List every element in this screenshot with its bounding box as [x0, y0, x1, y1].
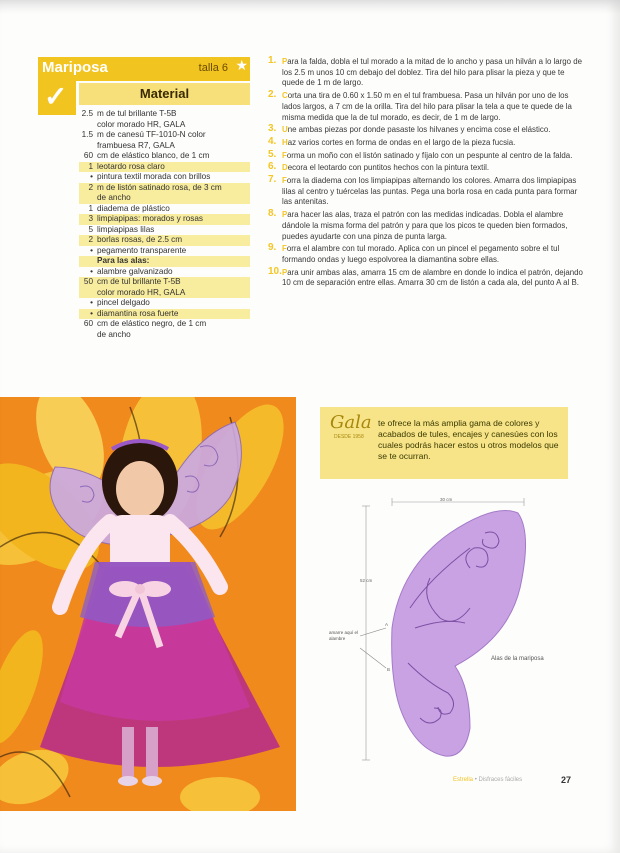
step-number: 10.	[268, 265, 282, 277]
instruction-step	[268, 148, 586, 162]
material-text-continued: de ancho	[97, 329, 131, 339]
instruction-step	[268, 57, 586, 89]
costume-title: Mariposa	[42, 59, 108, 76]
material-heading: Material	[139, 86, 190, 101]
step-text: ara la falda, dobla el tul morado a la mitad de lo ancho y pasa un hilván a lo largo de los 2.5 m unos 10 cm debajo del doblez. Tira del hilo para plisar la pieza y que te quede de 1 m de largo.	[282, 57, 583, 88]
step-number: 3.	[268, 123, 277, 135]
material-text: pincel delgado	[97, 298, 150, 307]
step-initial: P	[282, 210, 288, 220]
material-item	[79, 162, 250, 173]
point-a-label: A	[385, 622, 389, 627]
step-initial: U	[282, 125, 288, 135]
step-initial: F	[282, 150, 287, 160]
footer-brand	[453, 777, 522, 783]
step-number: 2.	[268, 89, 277, 101]
material-quantity: 1	[88, 203, 93, 213]
footer-section: • Disfraces fáciles	[474, 777, 523, 783]
scan-shadow	[0, 0, 620, 14]
material-item	[79, 214, 250, 225]
material-item	[79, 246, 250, 257]
material-quantity: 50	[83, 277, 93, 286]
step-text: ne ambas piezas por donde pasaste los hilvanes y encima cose el elástico.	[287, 125, 551, 135]
material-text: cm de elástico blanco, de 1 cm	[97, 151, 210, 160]
gala-promo-box	[320, 407, 568, 479]
wing-pattern-diagram	[320, 488, 570, 768]
point-b-label: B	[387, 667, 391, 672]
material-item	[79, 151, 250, 162]
material-text: Para las alas:	[97, 256, 150, 265]
instruction-step	[268, 125, 586, 136]
material-item	[79, 225, 250, 236]
material-quantity: •	[90, 245, 93, 255]
material-heading-bar	[79, 83, 250, 105]
height-dimension: 52 cm	[360, 578, 373, 583]
material-item	[79, 235, 250, 246]
material-text: m de tul brillante T-5B	[97, 109, 177, 118]
step-text: orra el alambre con tul morado. Aplica con un pincel el pegamento sobre el tul formando ondas y luego espolvorea la diamantina sobre ellas.	[282, 244, 560, 264]
step-number: 4.	[268, 135, 277, 147]
step-number: 5.	[268, 148, 277, 160]
step-text: az varios cortes en forma de ondas en el largo de la pieza fucsia.	[287, 137, 516, 147]
material-text: limpiapipas lilas	[97, 224, 155, 234]
step-number: 8.	[268, 208, 277, 220]
material-box	[38, 57, 250, 387]
material-text-continued: frambuesa R7, GALA	[97, 140, 175, 150]
step-initial: P	[282, 267, 288, 277]
step-initial: P	[282, 57, 288, 66]
material-text: limpiapipas: morados y rosas	[97, 214, 204, 223]
width-dimension: 30 cm	[440, 497, 453, 502]
material-text: cm de tul brillante T-5B	[97, 277, 181, 286]
material-quantity: •	[90, 172, 93, 181]
material-item	[79, 130, 250, 151]
gala-logo: Gala	[330, 412, 372, 433]
instruction-step	[268, 265, 586, 289]
star-icon: ★	[235, 57, 248, 73]
gala-promo-text: te ofrece la más amplia gama de colores y acabados de tules, encajes y canesúes con los cuales podrás hacer estos u otros modelos que se te ocurran.	[378, 418, 559, 461]
step-number: 6.	[268, 161, 277, 173]
instructions	[268, 57, 586, 291]
material-item	[79, 277, 250, 298]
material-text: pegamento transparente	[97, 245, 187, 255]
material-text: borlas rosas, de 2.5 cm	[97, 235, 183, 244]
costume-photo	[0, 397, 296, 811]
material-quantity: 2.5	[81, 109, 93, 118]
checkmark-icon: ✓	[44, 81, 68, 112]
material-quantity: •	[90, 308, 93, 318]
material-text: diamantina rosa fuerte	[97, 308, 179, 318]
checkmark-cell	[38, 81, 76, 115]
material-item	[79, 267, 250, 278]
material-text: pintura textil morada con brillos	[97, 172, 211, 181]
instruction-step	[268, 176, 586, 208]
gala-logo-sub: DESDE 1958	[334, 434, 364, 440]
material-item	[79, 309, 250, 320]
material-item	[79, 172, 250, 183]
material-item	[79, 298, 250, 309]
instruction-step	[268, 244, 586, 265]
step-text: orra la diadema con los limpiapipas alternando los colores. Amarra dos limpiapipas lilas al centro y tuércelas las puntas. Pega una borla rosa en cada punta para formar las antenitas.	[282, 176, 578, 207]
instruction-step	[268, 91, 586, 123]
material-text: alambre galvanizado	[97, 266, 173, 276]
material-quantity: 2	[88, 235, 93, 244]
material-item	[79, 204, 250, 215]
material-text-continued: color morado HR, GALA	[97, 287, 186, 297]
step-initial: C	[282, 91, 288, 101]
step-initial: F	[282, 244, 287, 254]
material-text: leotardo rosa claro	[97, 161, 165, 171]
step-number: 9.	[268, 242, 277, 254]
material-quantity: 1.5	[81, 130, 93, 139]
material-item	[79, 109, 250, 130]
material-item	[79, 256, 250, 267]
material-list	[79, 109, 250, 340]
step-initial: D	[282, 163, 288, 173]
instruction-step	[268, 135, 586, 149]
material-quantity: 5	[88, 224, 93, 234]
material-quantity: 3	[88, 214, 93, 223]
step-text: ara unir ambas alas, amarra 15 cm de alambre en donde lo indica el patrón, dejando 10 cm de separación entre ellas. Amarra 30 cm de listón a cada ala, del punto A al B.	[282, 267, 583, 288]
material-quantity: 60	[83, 319, 93, 328]
material-quantity: 1	[88, 161, 93, 171]
material-text-continued: color morado HR, GALA	[97, 119, 186, 129]
step-text: orma un moño con el listón satinado y fíjalo con un pespunte al centro de la falda.	[286, 150, 573, 160]
material-item	[79, 183, 250, 204]
instruction-step	[268, 163, 586, 174]
costume-size: talla 6	[198, 62, 228, 74]
tie-wire-label: amarre aquí el alambre	[329, 630, 359, 641]
footer-brand-name: Estrella	[453, 777, 474, 783]
step-text: ara hacer las alas, traza el patrón con las medidas indicadas. Dobla el alambre dándole la misma forma del patrón y para que los picos te queden bien formados, puedes ayudarte con una pinza de punta larga.	[282, 210, 568, 241]
material-text: m de canesú TF-1010-N color	[97, 130, 206, 139]
page-number: 27	[561, 775, 572, 785]
material-quantity: 2	[88, 182, 93, 192]
step-number: 7.	[268, 174, 277, 186]
material-text-continued: de ancho	[97, 193, 131, 202]
wing-pattern-label: Alas de la mariposa	[491, 656, 544, 662]
step-text: orta una tira de 0.60 x 1.50 m en el tul frambuesa. Pasa un hilván por uno de los lados largos, a 7 cm de la orilla. Tira del hilo para plisar la tela a que te quede de la misma medida que la de tul morado, es decir, de 1 m de largo.	[282, 91, 572, 122]
material-item	[79, 319, 250, 340]
step-number: 1.	[268, 55, 277, 66]
girl-butterfly-costume-illustration	[0, 397, 296, 811]
step-text: ecora el leotardo con puntitos hechos con la pintura textil.	[287, 163, 490, 173]
step-initial: F	[282, 176, 287, 186]
material-title-bar	[38, 57, 250, 81]
instruction-step	[268, 210, 586, 242]
material-quantity: •	[90, 298, 93, 307]
material-text: m de listón satinado rosa, de 3 cm	[97, 182, 222, 192]
material-quantity: •	[90, 266, 93, 276]
step-initial: H	[282, 137, 288, 147]
material-quantity: 60	[83, 151, 93, 160]
material-text: cm de elástico negro, de 1 cm	[97, 319, 207, 328]
material-text: diadema de plástico	[97, 203, 170, 213]
